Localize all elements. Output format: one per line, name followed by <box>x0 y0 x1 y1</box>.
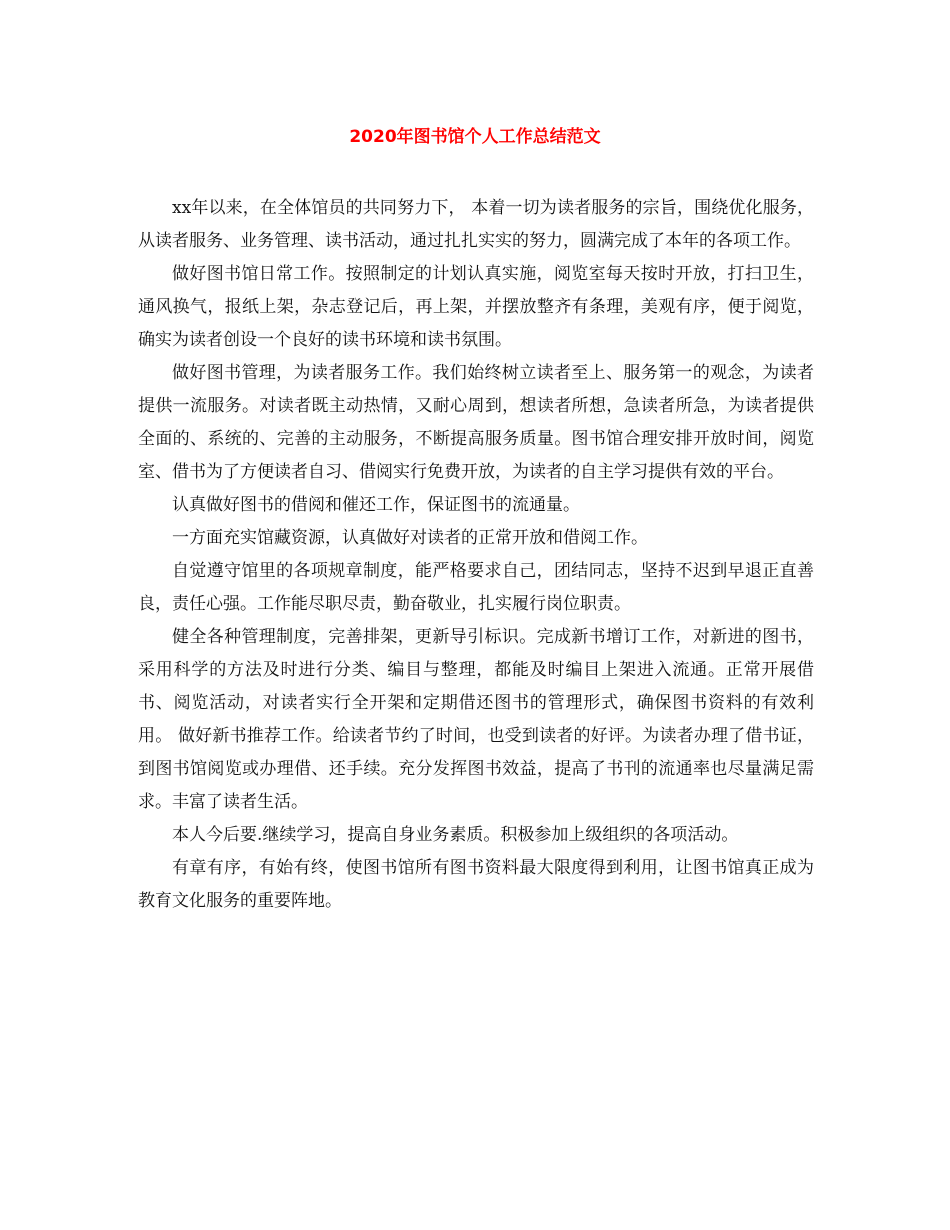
paragraph: xx年以来，在全体馆员的共同努力下， 本着一切为读者服务的宗旨，围绕优化服务，从读者服务、业务管理、读书活动，通过扎扎实实的努力，圆满完成了本年的各项工作。 <box>138 198 814 251</box>
paragraph: 一方面充实馆藏资源，认真做好对读者的正常开放和借阅工作。 <box>172 528 648 548</box>
document-title: 2020年图书馆个人工作总结范文 <box>349 127 601 147</box>
paragraph: 健全各种管理制度，完善排架，更新导引标识。完成新书增订工作，对新进的图书，采用科学的方法及时进行分类、编目与整理，都能及时编目上架进入流通。正常开展借书、阅览活动，对读者实行全开架和定期借还图书的管理形式，确保图书资料的有效利用。 做好新书推荐工作。给读者节约了时间，也受到读者的好评。为读者办理了借书证，到图书馆阅览或办理借、还手续。充分发挥图书效益，提高了书刊的流通率也尽量满足需求。丰富了读者生活。 <box>138 627 814 812</box>
document-body <box>138 192 814 918</box>
paragraph: 做好图书馆日常工作。按照制定的计划认真实施，阅览室每天按时开放，打扫卫生，通风换气，报纸上架，杂志登记后，再上架，并摆放整齐有条理，美观有序，便于阅览，确实为读者创设一个良好的读书环境和读书氛围。 <box>138 264 814 350</box>
paragraph: 认真做好图书的借阅和催还工作，保证图书的流通量。 <box>172 495 580 515</box>
paragraph: 本人今后要.继续学习，提高自身业务素质。积极参加上级组织的各项活动。 <box>172 825 739 845</box>
paragraph: 做好图书管理，为读者服务工作。我们始终树立读者至上、服务第一的观念，为读者提供一流服务。对读者既主动热情，又耐心周到，想读者所想，急读者所急，为读者提供全面的、系统的、完善的主动服务，不断提高服务质量。图书馆合理安排开放时间，阅览室、借书为了方便读者自习、借阅实行免费开放，为读者的自主学习提供有效的平台。 <box>138 363 814 482</box>
paragraph: 自觉遵守馆里的各项规章制度，能严格要求自己，团结同志，坚持不迟到早退正直善良，责任心强。工作能尽职尽责，勤奋敬业，扎实履行岗位职责。 <box>138 561 814 614</box>
paragraph: 有章有序，有始有终，使图书馆所有图书资料最大限度得到利用，让图书馆真正成为教育文化服务的重要阵地。 <box>138 858 814 911</box>
